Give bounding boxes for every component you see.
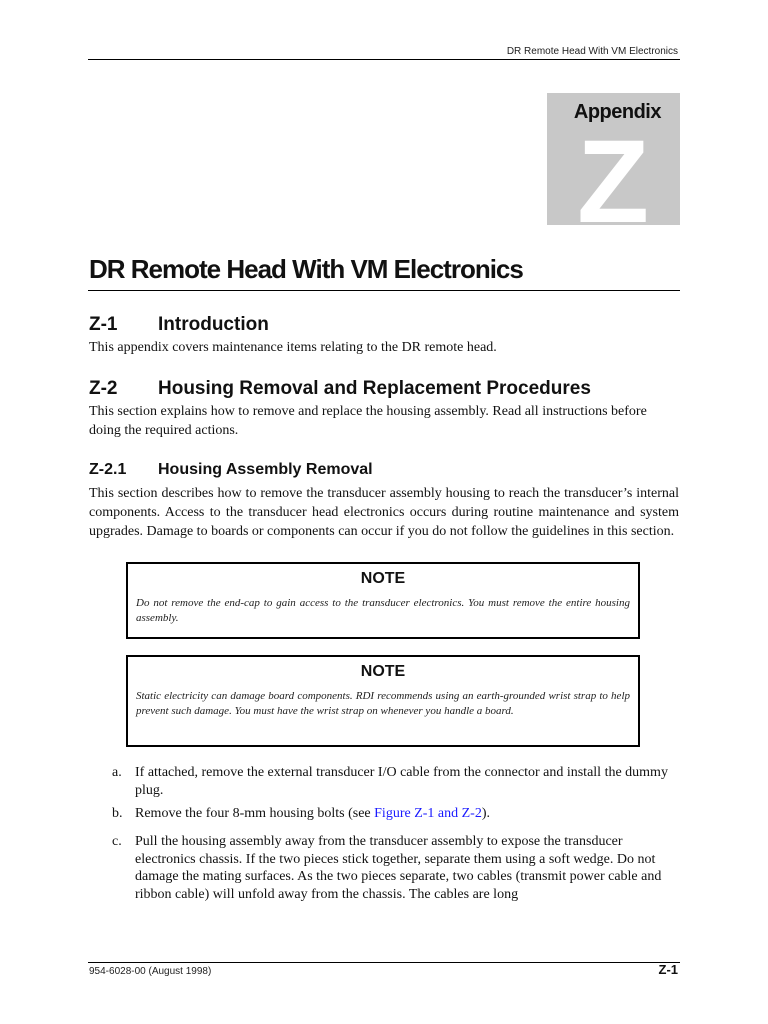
note-title: NOTE [360, 663, 406, 680]
list-marker: a. [112, 765, 122, 780]
list-text-after: ). [481, 806, 491, 821]
running-header: DR Remote Head With VM Electronics [506, 46, 678, 57]
note-body: Do not remove the end-cap to gain access to the transducer electronics. You must remove the entire housing assembly. [136, 597, 630, 624]
header-rule [88, 59, 680, 60]
title-rule [88, 290, 680, 291]
list-text: If attached, remove the external transducer I/O cable from the connector and install the dummy plug. [135, 765, 668, 798]
list-text [135, 805, 672, 823]
chapter-title: DR Remote Head With VM Electronics [89, 254, 523, 284]
section-title: Introduction [158, 314, 269, 335]
section-heading-z2 [89, 378, 591, 400]
footer-page-number: Z-1 [658, 962, 678, 977]
appendix-letter: Z [577, 116, 650, 225]
section-title: Housing Removal and Replacement Procedures [158, 378, 591, 399]
appendix-word: Appendix [573, 101, 661, 123]
appendix-tab [547, 93, 680, 225]
section-body-z1: This appendix covers maintenance items relating to the DR remote head. [89, 340, 497, 355]
subsection-body-z21: This section describes how to remove the transducer assembly housing to reach the transducer’s internal components. Access to the transducer head electronics occurs during routine maintenance and system upgrades. Damage to boards or components can occur if you do not follow the guidelines in this section. [89, 486, 679, 539]
note-title: NOTE [360, 570, 406, 587]
section-heading-z1 [89, 314, 269, 336]
list-marker: c. [112, 834, 122, 849]
section-number: Z-2 [89, 378, 118, 399]
list-text: Pull the housing assembly away from the transducer assembly to expose the transducer electronics chassis. If the two pieces stick together, separate them using a soft wedge. Do not damage the mating surfaces. As the two pieces separate, two cables (transmit power cable and ribbon cable) will unfold away from the chassis. The cables are long [135, 834, 662, 902]
section-body-z2: This section explains how to remove and replace the housing assembly. Read all instructions before doing the required actions. [89, 404, 647, 438]
subsection-title: Housing Assembly Removal [158, 461, 373, 478]
footer-doc-number: 954-6028-00 (August 1998) [89, 966, 212, 977]
note-box [126, 655, 640, 747]
list-item [112, 805, 672, 823]
figure-link[interactable]: Figure Z-1 and Z-2 [374, 806, 482, 821]
note-body: Static electricity can damage board components. RDI recommends using an earth-grounded wrist strap to help prevent such damage. You must have the wrist strap on whenever you handle a board. [136, 690, 630, 717]
list-item [112, 833, 672, 903]
subsection-heading-z21 [89, 461, 373, 479]
note-box [126, 562, 640, 639]
subsection-number: Z-2.1 [89, 461, 127, 478]
footer-rule [88, 962, 680, 963]
section-number: Z-1 [89, 314, 118, 335]
list-text-before: Remove the four 8-mm housing bolts (see [135, 806, 375, 821]
list-item [112, 764, 672, 799]
list-marker: b. [112, 806, 123, 821]
